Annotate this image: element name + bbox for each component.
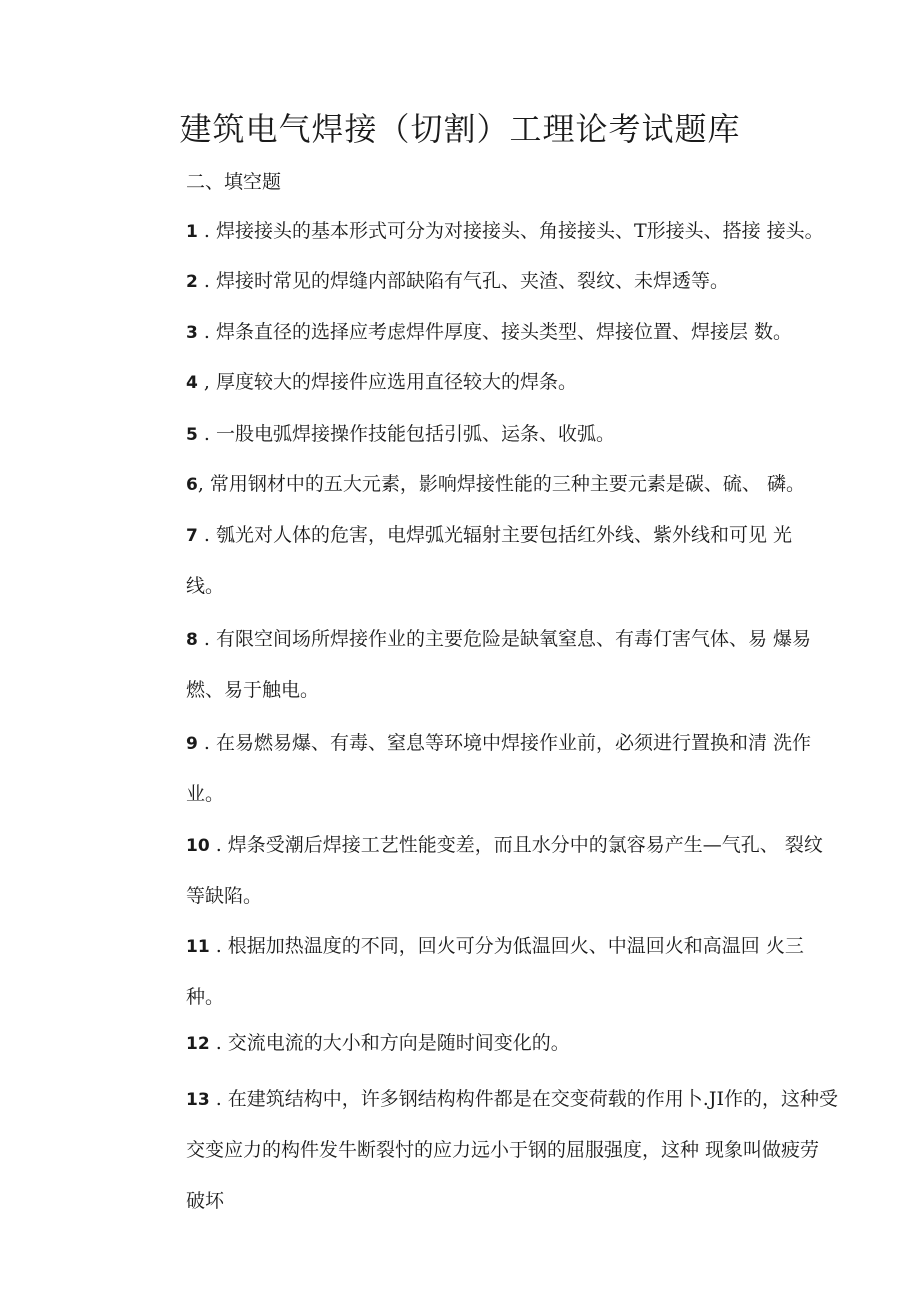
question-text: . 焊条直径的选择应考虑焊件厚度、接头类型、焊接位置、焊接层 数。 [197, 321, 793, 343]
question-text: . 有限空间场所焊接作业的主要危险是缺氧窒息、有毒仃害气体、易 爆易 [197, 628, 812, 650]
question-text: 线。 [186, 575, 225, 597]
question-line [186, 614, 886, 665]
question-line [186, 1125, 886, 1176]
question-number: 9 [186, 734, 198, 754]
question-number: 2 [186, 272, 198, 292]
question-number: 13 [186, 1090, 210, 1110]
question-item [186, 1074, 886, 1227]
question-number: 10 [186, 836, 210, 856]
question-text: . 在易燃易爆、有毒、窒息等环境中焊接作业前，必须进行置换和清 洗作 [197, 732, 812, 754]
question-number: 12 [186, 1034, 210, 1054]
question-line [186, 1176, 886, 1227]
question-item [186, 1018, 886, 1069]
question-item [186, 206, 886, 257]
question-line [186, 307, 886, 358]
question-item [186, 820, 886, 922]
question-text: 等缺陷。 [186, 885, 263, 907]
question-number: 7 [186, 526, 198, 546]
question-text: . 交流电流的大小和方向是随时间变化的。 [209, 1032, 570, 1054]
question-item [186, 510, 886, 612]
question-line [186, 357, 886, 408]
question-number: 5 [186, 425, 198, 445]
question-text: , 常用钢材中的五大元素，影响焊接性能的三种主要元素是碳、硫、 磷。 [197, 473, 805, 495]
question-text: . 焊条受潮后焊接工艺性能变差，而且水分中的氯容易产生—气孔、 裂纹 [209, 834, 823, 856]
question-line [186, 871, 886, 922]
question-line [186, 972, 886, 1023]
question-item [186, 256, 886, 307]
question-item [186, 459, 886, 510]
question-text: 燃、易于触电。 [186, 679, 320, 701]
question-text: . 一股电弧焊接操作技能包括引弧、运条、收弧。 [197, 423, 615, 445]
question-number: 4 [186, 373, 198, 393]
question-item [186, 921, 886, 1023]
question-line [186, 256, 886, 307]
question-text: 交变应力的构件发牛断裂忖的应力远小于钢的屈服强度，这种 现象叫做疲劳 [186, 1139, 820, 1161]
question-text: . 根据加热温度的不同，回火可分为低温回火、中温回火和高温回 火三 [209, 935, 804, 957]
question-text: . 焊接接头的基本形式可分为对接接头、角接接头、T形接头、搭接 接头。 [197, 220, 824, 242]
question-line [186, 459, 886, 510]
question-number: 3 [186, 323, 198, 343]
question-line [186, 409, 886, 460]
question-line [186, 206, 886, 257]
question-item [186, 614, 886, 716]
section-heading: 二、填空题 [186, 171, 282, 193]
question-line [186, 561, 886, 612]
question-number: 8 [186, 630, 198, 650]
question-item [186, 307, 886, 358]
question-line [186, 665, 886, 716]
question-item [186, 409, 886, 460]
question-item [186, 357, 886, 408]
question-item [186, 718, 886, 820]
question-text: 业。 [186, 783, 225, 805]
question-line [186, 820, 886, 871]
question-text: , 厚度较大的焊接件应选用直径较大的焊条。 [197, 371, 577, 393]
question-line [186, 1074, 886, 1125]
question-text: 破坏 [186, 1190, 225, 1212]
question-line [186, 510, 886, 561]
question-number: 6 [186, 475, 198, 495]
question-line [186, 718, 886, 769]
question-line [186, 769, 886, 820]
question-text: . 焊接时常见的焊缝内部缺陷有气孔、夹渣、裂纹、未焊透等。 [197, 270, 729, 292]
document-title: 建筑电气焊接（切割）工理论考试题库 [179, 110, 741, 148]
question-line [186, 921, 886, 972]
question-number: 11 [186, 937, 210, 957]
question-number: 1 [186, 222, 198, 242]
question-text: . 在建筑结构中，许多钢结构构件都是在交变荷载的作用卜.JI作的，这种受 [209, 1088, 838, 1110]
question-text: . 瓠光对人体的危害，电焊弧光辐射主要包括红外线、紫外线和可见 光 [197, 524, 793, 546]
question-text: 种。 [186, 986, 225, 1008]
question-line [186, 1018, 886, 1069]
